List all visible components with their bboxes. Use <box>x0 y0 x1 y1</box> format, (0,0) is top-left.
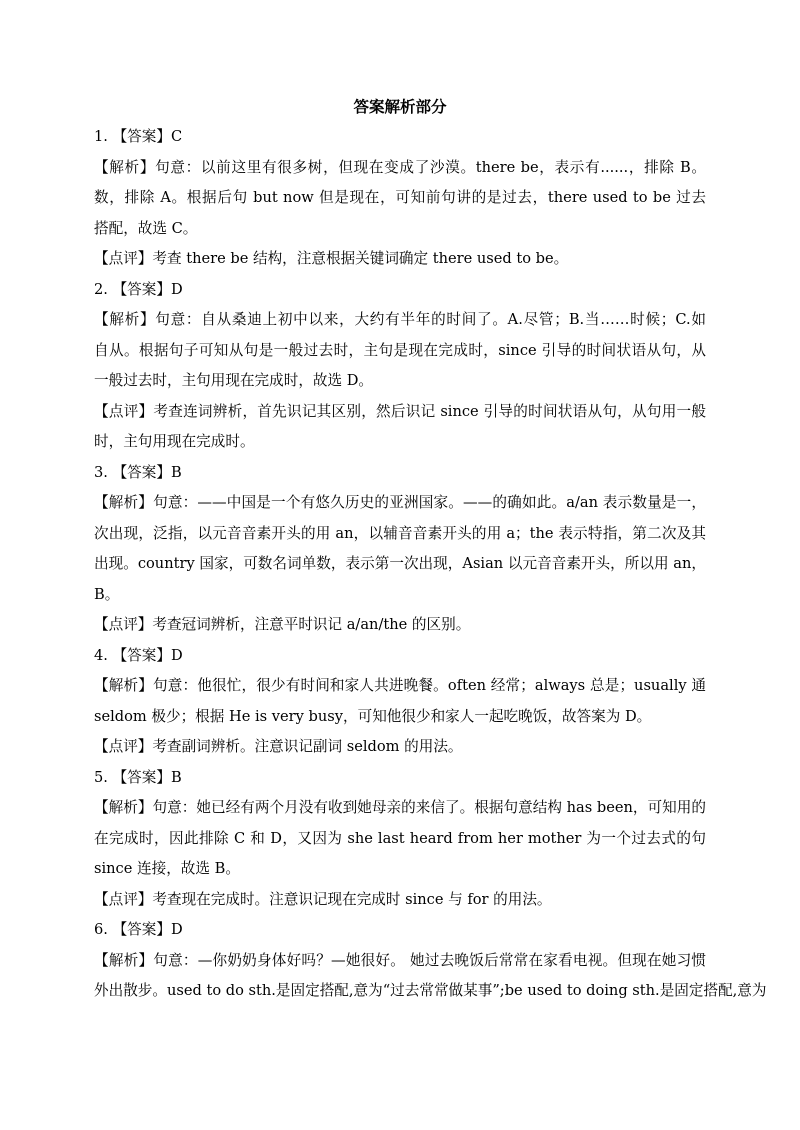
analysis-line: 一般过去时，主句用现在完成时，故选 D。 <box>94 372 374 389</box>
answer-item <box>94 458 706 641</box>
analysis-line: 外出散步。used to do sth.是固定搭配,意为“过去常常做某事”;be used to doing sth.是固定搭配,意为 <box>94 982 767 999</box>
analysis-line: since 连接，故选 B。 <box>94 860 240 877</box>
comment-line: 【点评】考查副词辨析。注意识记副词 seldom 的用法。 <box>94 738 463 755</box>
analysis-line: 数，排除 A。根据后句 but now 但是现在，可知前句讲的是过去，there used to be 过去 <box>94 189 706 206</box>
answer-line: 3. 【答案】B <box>94 463 182 481</box>
answer-line: 4. 【答案】D <box>94 646 183 664</box>
analysis-line: 【解析】句意：——中国是一个有悠久历史的亚洲国家。——的确如此。a/an 表示数量是一， <box>94 494 706 511</box>
analysis-line: seldom 极少；根据 He is very busy，可知他很少和家人一起吃晚饭，故答案为 D。 <box>94 707 652 725</box>
comment-line: 【点评】考查现在完成时。注意识记现在完成时 since 与 for 的用法。 <box>94 890 552 908</box>
comment-line: 时，主句用现在完成时。 <box>94 433 255 450</box>
analysis-line: 次出现，泛指，以元音音素开头的用 an，以辅音音素开头的用 a；the 表示特指，第二次及其 <box>94 524 706 542</box>
answer-item <box>94 763 706 916</box>
comment-line: 【点评】考查连词辨析，首先识记其区别，然后识记 since 引导的时间状语从句，从句用一般 <box>94 402 706 420</box>
analysis-line: 自从。根据句子可知从句是一般过去时，主句是现在完成时，since 引导的时间状语从句，从 <box>94 341 706 359</box>
analysis-line: 【解析】句意：他很忙，很少有时间和家人共进晚餐。often 经常；always 总是；usually 通 <box>94 677 706 694</box>
analysis-line: 【解析】句意：以前这里有很多树，但现在变成了沙漠。there be，表示有......，排除 B。 <box>94 158 706 176</box>
page-title: 答案解析部分 <box>353 98 447 116</box>
comment-line: 【点评】考查冠词辨析，注意平时识记 a/an/the 的区别。 <box>94 616 471 633</box>
answer-line: 1. 【答案】C <box>94 128 183 145</box>
answer-item <box>94 641 706 763</box>
answer-line: 5. 【答案】B <box>94 768 182 786</box>
analysis-line: 在完成时，因此排除 C 和 D，又因为 she last heard from her mother 为一个过去式的句 <box>94 829 706 847</box>
analysis-line: 【解析】句意：自从桑迪上初中以来，大约有半年的时间了。A.尽管；B.当……时候；C.如 <box>94 311 706 328</box>
comment-line: 【点评】考查 there be 结构，注意根据关键词确定 there used to be。 <box>94 250 569 267</box>
analysis-line: 出现。country 国家，可数名词单数，表示第一次出现，Asian 以元音音素开头，所以用 an， <box>94 555 706 572</box>
answer-item <box>94 915 767 1007</box>
analysis-line: 搭配，故选 C。 <box>94 219 198 237</box>
answer-line: 2. 【答案】D <box>94 280 183 298</box>
answer-line: 6. 【答案】D <box>94 921 183 938</box>
analysis-line: 【解析】句意：—你奶奶身体好吗？—她很好。 她过去晚饭后常常在家看电视。但现在她习惯 <box>94 951 706 969</box>
analysis-line: 【解析】句意：她已经有两个月没有收到她母亲的来信了。根据句意结构 has been，可知用的 <box>94 799 706 816</box>
analysis-line: B。 <box>94 585 120 603</box>
answer-content <box>94 122 767 1007</box>
answer-item <box>94 122 706 275</box>
answer-item <box>94 275 706 458</box>
